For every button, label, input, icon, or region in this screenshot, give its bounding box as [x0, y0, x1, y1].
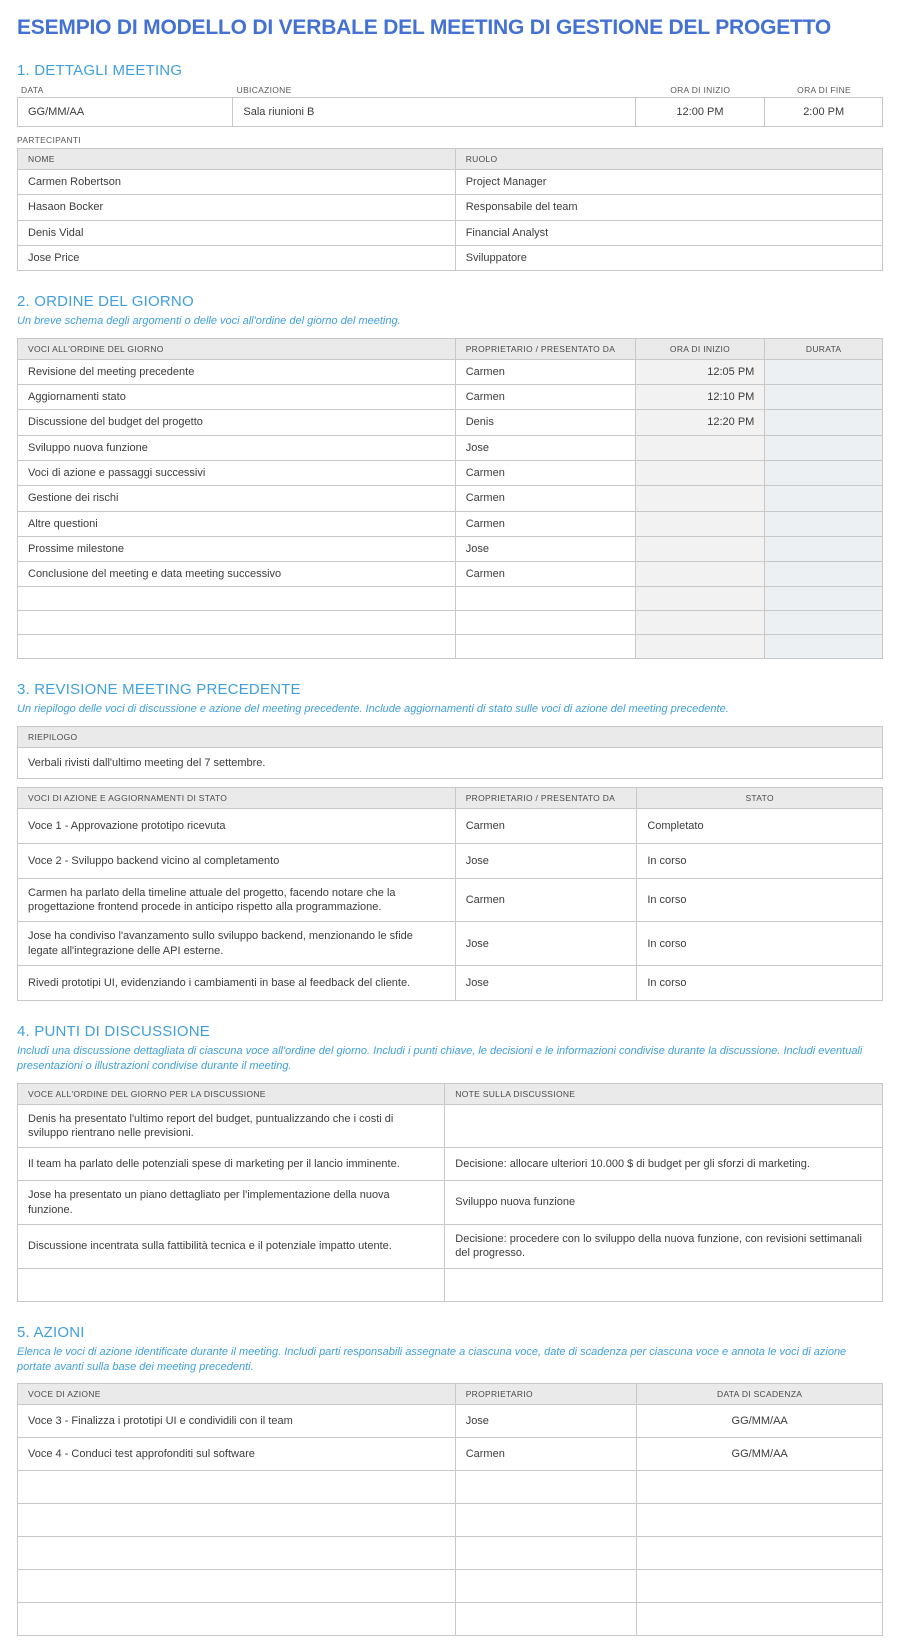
agenda-start-cell	[635, 435, 765, 460]
agenda-item-cell: Sviluppo nuova funzione	[18, 435, 456, 460]
participant-role-cell: Financial Analyst	[455, 220, 882, 245]
agenda-item-cell: Aggiornamenti stato	[18, 385, 456, 410]
agenda-start-cell	[635, 635, 765, 659]
section1-heading: 1. DETTAGLI MEETING	[17, 62, 183, 80]
action-due-cell: GG/MM/AA	[637, 1438, 883, 1471]
prev-owner-header: PROPRIETARIO / PRESENTATO DA	[455, 787, 637, 808]
agenda-duration-cell	[765, 587, 883, 611]
prev-item-cell: Carmen ha parlato della timeline attuale del progetto, facendo notare che la progettazione frontend procede in anticipo rispetto alla programmazione.	[18, 878, 456, 922]
participant-row	[18, 195, 883, 220]
participants-table	[17, 148, 883, 271]
participant-name-cell: Denis Vidal	[18, 220, 456, 245]
action-row	[18, 1438, 883, 1471]
agenda-start-cell: 12:10 PM	[635, 385, 765, 410]
participants-name-header: NOME	[18, 149, 456, 170]
participant-role-cell: Project Manager	[455, 170, 882, 195]
prev-item-cell: Voce 1 - Approvazione prototipo ricevuta	[18, 808, 456, 843]
participant-role-cell: Responsabile del team	[455, 195, 882, 220]
agenda-item-cell: Prossime milestone	[18, 536, 456, 561]
agenda-owner-cell: Carmen	[455, 486, 635, 511]
agenda-header-row	[18, 338, 883, 359]
agenda-item-cell: Conclusione del meeting e data meeting successivo	[18, 562, 456, 587]
prev-owner-cell: Jose	[455, 922, 637, 966]
discussion-notes-cell	[445, 1104, 883, 1148]
agenda-duration-cell	[765, 435, 883, 460]
section2-subtitle: Un breve schema degli argomenti o delle voci all'ordine del giorno del meeting.	[17, 315, 401, 328]
agenda-duration-cell	[765, 486, 883, 511]
action-row	[18, 1603, 883, 1636]
agenda-start-cell	[635, 587, 765, 611]
location-label: UBICAZIONE	[236, 85, 292, 96]
agenda-item-cell: Gestione dei rischi	[18, 486, 456, 511]
summary-row	[18, 747, 883, 778]
agenda-duration-cell	[765, 460, 883, 485]
agenda-owner-cell: Carmen	[455, 460, 635, 485]
prev-status-header: STATO	[637, 787, 883, 808]
prev-status-cell: Completato	[637, 808, 883, 843]
agenda-duration-cell	[765, 611, 883, 635]
prev-item-cell: Jose ha condiviso l'avanzamento sullo sviluppo backend, menzionando le sfide legate all'integrazione delle API esterne.	[18, 922, 456, 966]
agenda-start-cell	[635, 460, 765, 485]
agenda-start-cell: 12:20 PM	[635, 410, 765, 435]
agenda-duration-header: DURATA	[765, 338, 883, 359]
action-row	[18, 1537, 883, 1570]
section3-subtitle: Un riepilogo delle voci di discussione e azione del meeting precedente. Include aggiornamenti di stato sulle voci di azione del meeting precedente.	[17, 703, 729, 716]
previous-action-row	[18, 843, 883, 878]
page-title: ESEMPIO DI MODELLO DI VERBALE DEL MEETING DI GESTIONE DEL PROGETTO	[17, 16, 832, 39]
action-row	[18, 1570, 883, 1603]
end-time-value: 2:00 PM	[765, 98, 883, 127]
action-due-cell	[637, 1504, 883, 1537]
action-due-cell	[637, 1537, 883, 1570]
action-row	[18, 1405, 883, 1438]
prev-status-cell: In corso	[637, 965, 883, 1000]
action-item-cell	[18, 1504, 456, 1537]
participant-row	[18, 246, 883, 271]
agenda-row	[18, 536, 883, 561]
action-owner-cell	[455, 1537, 637, 1570]
discussion-row	[18, 1268, 883, 1301]
action-owner-cell	[455, 1603, 637, 1636]
action-item-header: VOCE DI AZIONE	[18, 1384, 456, 1405]
discussion-notes-cell: Decisione: procedere con lo sviluppo della nuova funzione, con revisioni settimanali del progresso.	[445, 1224, 883, 1268]
section3-heading: 3. REVISIONE MEETING PRECEDENTE	[17, 681, 301, 699]
agenda-duration-cell	[765, 562, 883, 587]
action-owner-cell: Carmen	[455, 1438, 637, 1471]
previous-action-row	[18, 922, 883, 966]
agenda-owner-cell	[455, 635, 635, 659]
agenda-owner-cell: Jose	[455, 536, 635, 561]
action-item-cell	[18, 1537, 456, 1570]
summary-table	[17, 726, 883, 779]
agenda-start-header: ORA DI INIZIO	[635, 338, 765, 359]
discussion-notes-header: NOTE SULLA DISCUSSIONE	[445, 1083, 883, 1104]
discussion-item-cell: Denis ha presentato l'ultimo report del budget, puntualizzando che i costi di sviluppo rientrano nelle previsioni.	[18, 1104, 445, 1148]
discussion-notes-cell: Decisione: allocare ulteriori 10.000 $ di budget per gli sforzi di marketing.	[445, 1148, 883, 1181]
agenda-start-cell: 12:05 PM	[635, 359, 765, 384]
meeting-details-row	[18, 98, 883, 127]
prev-owner-cell: Carmen	[455, 808, 637, 843]
prev-owner-cell: Jose	[455, 965, 637, 1000]
action-item-cell	[18, 1471, 456, 1504]
discussion-item-cell: Discussione incentrata sulla fattibilità tecnica e il potenziale impatto utente.	[18, 1224, 445, 1268]
section5-heading: 5. AZIONI	[17, 1323, 85, 1341]
participant-name-cell: Hasaon Bocker	[18, 195, 456, 220]
agenda-duration-cell	[765, 511, 883, 536]
action-item-cell: Voce 3 - Finalizza i prototipi UI e condividili con il team	[18, 1405, 456, 1438]
action-due-cell	[637, 1471, 883, 1504]
agenda-start-cell	[635, 562, 765, 587]
participants-header-row	[18, 149, 883, 170]
discussion-notes-cell	[445, 1268, 883, 1301]
previous-action-row	[18, 965, 883, 1000]
actions-header-row	[18, 1384, 883, 1405]
location-value: Sala riunioni B	[233, 98, 635, 127]
action-item-cell: Voce 4 - Conduci test approfonditi sul software	[18, 1438, 456, 1471]
agenda-duration-cell	[765, 536, 883, 561]
section4-heading: 4. PUNTI DI DISCUSSIONE	[17, 1022, 210, 1040]
prev-item-cell: Voce 2 - Sviluppo backend vicino al completamento	[18, 843, 456, 878]
action-owner-cell	[455, 1471, 637, 1504]
agenda-row	[18, 359, 883, 384]
agenda-duration-cell	[765, 385, 883, 410]
discussion-item-header: VOCE ALL'ORDINE DEL GIORNO PER LA DISCUSSIONE	[18, 1083, 445, 1104]
agenda-owner-cell: Carmen	[455, 385, 635, 410]
discussion-table	[17, 1083, 883, 1302]
action-owner-cell	[455, 1504, 637, 1537]
section-discussion-points	[17, 1023, 883, 1302]
agenda-item-cell	[18, 611, 456, 635]
agenda-row	[18, 587, 883, 611]
summary-text-cell: Verbali rivisti dall'ultimo meeting del 7 settembre.	[18, 747, 883, 778]
agenda-row	[18, 385, 883, 410]
start-time-label: ORA DI INIZIO	[670, 85, 731, 96]
meeting-details-labels	[17, 85, 883, 95]
participant-row	[18, 220, 883, 245]
summary-header-row	[18, 726, 883, 747]
agenda-duration-cell	[765, 410, 883, 435]
agenda-item-cell: Voci di azione e passaggi successivi	[18, 460, 456, 485]
agenda-item-cell: Altre questioni	[18, 511, 456, 536]
action-due-cell: GG/MM/AA	[637, 1405, 883, 1438]
discussion-item-cell: Jose ha presentato un piano dettagliato per l'implementazione della nuova funzione.	[18, 1181, 445, 1225]
meeting-details-table	[17, 97, 883, 127]
section-action-items	[17, 1324, 883, 1637]
section5-subtitle: Elenca le voci di azione identificate durante il meeting. Includi parti responsabili assegnate a ciascuna voce, date di scadenza per ciascuna voce e annota le voci di azione portate avanti sulla base dei meeting precedenti.	[17, 1345, 847, 1373]
prev-item-header: VOCI DI AZIONE E AGGIORNAMENTI DI STATO	[18, 787, 456, 808]
agenda-row	[18, 611, 883, 635]
agenda-item-cell: Discussione del budget del progetto	[18, 410, 456, 435]
agenda-row	[18, 486, 883, 511]
agenda-owner-cell	[455, 611, 635, 635]
discussion-row	[18, 1224, 883, 1268]
participant-row	[18, 170, 883, 195]
section2-heading: 2. ORDINE DEL GIORNO	[17, 293, 194, 311]
participants-label: PARTECIPANTI	[17, 135, 82, 146]
discussion-item-cell	[18, 1268, 445, 1301]
action-item-cell	[18, 1570, 456, 1603]
participant-role-cell: Sviluppatore	[455, 246, 882, 271]
agenda-duration-cell	[765, 635, 883, 659]
date-label: DATA	[21, 85, 44, 96]
action-item-cell	[18, 1603, 456, 1636]
prev-owner-cell: Jose	[455, 843, 637, 878]
action-row	[18, 1471, 883, 1504]
discussion-row	[18, 1181, 883, 1225]
prev-status-cell: In corso	[637, 922, 883, 966]
agenda-item-cell	[18, 635, 456, 659]
agenda-row	[18, 562, 883, 587]
prev-status-cell: In corso	[637, 878, 883, 922]
action-due-cell	[637, 1603, 883, 1636]
participant-name-cell: Jose Price	[18, 246, 456, 271]
agenda-row	[18, 435, 883, 460]
prev-status-cell: In corso	[637, 843, 883, 878]
agenda-start-cell	[635, 486, 765, 511]
end-time-label: ORA DI FINE	[797, 85, 851, 96]
prev-item-cell: Rivedi prototipi UI, evidenziando i cambiamenti in base al feedback del cliente.	[18, 965, 456, 1000]
agenda-owner-cell: Carmen	[455, 511, 635, 536]
agenda-owner-header: PROPRIETARIO / PRESENTATO DA	[455, 338, 635, 359]
agenda-row	[18, 410, 883, 435]
agenda-start-cell	[635, 611, 765, 635]
summary-header: RIEPILOGO	[18, 726, 883, 747]
section-previous-meeting-review	[17, 681, 883, 1001]
agenda-start-cell	[635, 511, 765, 536]
participants-role-header: RUOLO	[455, 149, 882, 170]
action-owner-cell	[455, 1570, 637, 1603]
action-owner-cell: Jose	[455, 1405, 637, 1438]
action-row	[18, 1504, 883, 1537]
agenda-item-cell: Revisione del meeting precedente	[18, 359, 456, 384]
start-time-value: 12:00 PM	[635, 98, 765, 127]
previous-actions-header-row	[18, 787, 883, 808]
discussion-row	[18, 1148, 883, 1181]
previous-action-row	[18, 808, 883, 843]
agenda-row	[18, 511, 883, 536]
section-agenda	[17, 293, 883, 659]
previous-action-row	[18, 878, 883, 922]
action-due-header: DATA DI SCADENZA	[637, 1384, 883, 1405]
agenda-duration-cell	[765, 359, 883, 384]
section-meeting-details	[17, 62, 883, 271]
agenda-start-cell	[635, 536, 765, 561]
discussion-row	[18, 1104, 883, 1148]
agenda-item-header: VOCI ALL'ORDINE DEL GIORNO	[18, 338, 456, 359]
previous-actions-table	[17, 787, 883, 1001]
agenda-owner-cell	[455, 587, 635, 611]
discussion-header-row	[18, 1083, 883, 1104]
agenda-row	[18, 460, 883, 485]
actions-table	[17, 1383, 883, 1636]
prev-owner-cell: Carmen	[455, 878, 637, 922]
discussion-notes-cell: Sviluppo nuova funzione	[445, 1181, 883, 1225]
action-due-cell	[637, 1570, 883, 1603]
section4-subtitle: Includi una discussione dettagliata di ciascuna voce all'ordine del giorno. Includi i punti chiave, le decisioni e le informazioni condivise durante la discussione. Includi eventuali presentazioni o illustrazioni condivise durante il meeting.	[17, 1044, 863, 1073]
agenda-owner-cell: Denis	[455, 410, 635, 435]
agenda-table	[17, 338, 883, 660]
agenda-row	[18, 635, 883, 659]
discussion-item-cell: Il team ha parlato delle potenziali spese di marketing per il lancio imminente.	[18, 1148, 445, 1181]
agenda-owner-cell: Carmen	[455, 359, 635, 384]
agenda-owner-cell: Jose	[455, 435, 635, 460]
participant-name-cell: Carmen Robertson	[18, 170, 456, 195]
date-value: GG/MM/AA	[18, 98, 233, 127]
agenda-item-cell	[18, 587, 456, 611]
agenda-owner-cell: Carmen	[455, 562, 635, 587]
action-owner-header: PROPRIETARIO	[455, 1384, 637, 1405]
